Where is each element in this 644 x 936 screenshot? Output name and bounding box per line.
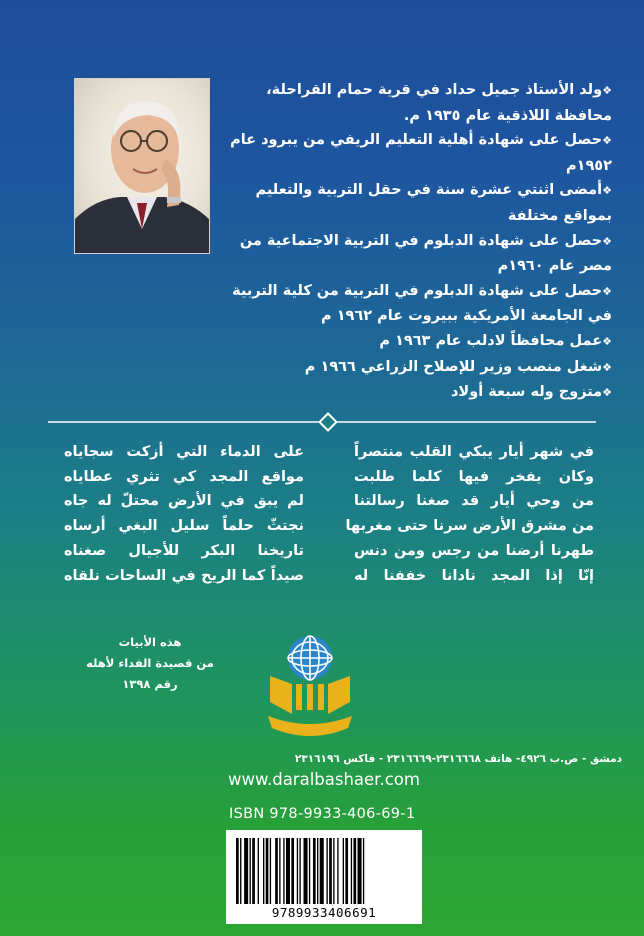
portrait-drawing bbox=[75, 79, 209, 253]
poem-line: من وحي أيار قد صغنا رسالتنا bbox=[354, 493, 594, 510]
poem-line: إنّا إذا المجد نادانا خففنا له bbox=[354, 567, 594, 584]
caption-line: رقم ١٣٩٨ bbox=[122, 677, 178, 691]
barcode-bar bbox=[333, 838, 334, 904]
poem-line: في شهر أيار يبكي القلب منتصراً bbox=[354, 444, 594, 460]
bio-item: ❖ ولد الأستاذ جميل حداد في قرية حمام القراحلة، محافظة اللاذقية عام ١٩٣٥ م. bbox=[222, 78, 612, 128]
barcode-bar bbox=[343, 838, 344, 904]
poem-caption bbox=[80, 632, 220, 695]
barcode-bar bbox=[252, 838, 255, 904]
poem-line: لم يبق في الأرض محتلّ له جاه bbox=[64, 493, 304, 510]
poem-line: تاريخنا البكر للأجيال صغناه bbox=[64, 542, 304, 559]
barcode-bar bbox=[291, 838, 294, 904]
caption-line: من قصيدة الفداء لأهله bbox=[86, 656, 214, 670]
barcode-bar bbox=[270, 838, 271, 904]
bio-item: ❖ حصل على شهادة الدبلوم في التربية من كلية التربية في الجامعة الأمريكية ببيروت عام ١٩٦٢ م bbox=[222, 279, 612, 329]
barcode-bar bbox=[286, 838, 290, 904]
barcode-bar bbox=[351, 838, 352, 904]
barcode-bar bbox=[363, 838, 364, 904]
bio-item: ❖ حصل على شهادة أهلية التعليم الريفي من يبرود عام ١٩٥٢م bbox=[222, 128, 612, 178]
caption-line: هذه الأبيات bbox=[118, 635, 182, 649]
barcode-bar bbox=[297, 838, 298, 904]
globe-hands-logo-icon bbox=[262, 628, 358, 746]
barcode-bar bbox=[337, 838, 338, 904]
barcode-bar bbox=[309, 838, 310, 904]
barcode-bar bbox=[263, 838, 264, 904]
barcode-bar bbox=[313, 838, 316, 904]
poem-right-column bbox=[345, 440, 594, 588]
bio-item: ❖ حصل على شهادة الدبلوم في التربية الاجتماعية من مصر عام ١٩٦٠م bbox=[222, 229, 612, 279]
poem-left-column bbox=[64, 440, 304, 588]
barcode-bar bbox=[326, 838, 327, 904]
barcode-bar bbox=[299, 838, 300, 904]
bio-item: ❖ شغل منصب وزير للإصلاح الزراعي ١٩٦٦ م bbox=[222, 355, 612, 381]
divider-diamond-icon bbox=[318, 412, 338, 432]
barcode-digits: 9789933406691 bbox=[232, 905, 416, 920]
barcode-bar bbox=[329, 838, 332, 904]
barcode-bar bbox=[353, 838, 356, 904]
poem-line: صيداً كما الريح في الساحات نلقاه bbox=[64, 567, 304, 584]
barcode-bar bbox=[275, 838, 278, 904]
barcode-bar bbox=[320, 838, 324, 904]
publisher-address: دمشق - ص.ب ٤٩٢٦- هاتف ٢٣١٦٦٦٨-٢٣١٦٦٦٩ - فاكس ٢٣١٦١٩٦ bbox=[294, 753, 622, 765]
barcode-bar bbox=[258, 838, 259, 904]
barcode-bar bbox=[283, 838, 284, 904]
isbn-barcode bbox=[226, 830, 422, 924]
bio-item: ❖ متزوج وله سبعة أولاد bbox=[222, 380, 612, 406]
barcode-bar bbox=[317, 838, 318, 904]
isbn-label: ISBN 978-9933-406-69-1 bbox=[229, 806, 416, 822]
poem-line: نجتثّ حلماً سليل البغي أرساه bbox=[64, 518, 304, 535]
publisher-logo bbox=[262, 628, 358, 746]
barcode-bar bbox=[236, 838, 239, 904]
poem-line: وكان يفخر فيها كلما طلبت bbox=[354, 468, 594, 485]
barcode-bar bbox=[304, 838, 308, 904]
barcode-bar bbox=[279, 838, 280, 904]
barcode-bar bbox=[345, 838, 348, 904]
barcode-bar bbox=[358, 838, 362, 904]
barcode-bar bbox=[250, 838, 251, 904]
bio-item: ❖ عمل محافظاً لادلب عام ١٩٦٣ م bbox=[222, 329, 612, 355]
bio-item: ❖ أمضى اثنتي عشرة سنة في حقل التربية والتعليم بمواقع مختلفة bbox=[222, 178, 612, 228]
author-portrait bbox=[74, 78, 210, 254]
barcode-bar bbox=[240, 838, 241, 904]
poem-line: على الدماء التي أزكت سجاياه bbox=[64, 444, 304, 460]
barcode-bar bbox=[266, 838, 269, 904]
barcode-bar bbox=[244, 838, 248, 904]
poem-line: مواقع المجد كي تثري عطاياه bbox=[64, 468, 304, 485]
publisher-website[interactable]: www.daralbashaer.com bbox=[228, 770, 420, 789]
poem-line: من مشرق الأرض سرنا حتى مغربها bbox=[345, 518, 594, 535]
biography-list bbox=[222, 78, 612, 406]
barcode-bars bbox=[234, 838, 414, 904]
poem-line: طهرنا أرضنا من رجس ومن دنس bbox=[354, 542, 594, 559]
